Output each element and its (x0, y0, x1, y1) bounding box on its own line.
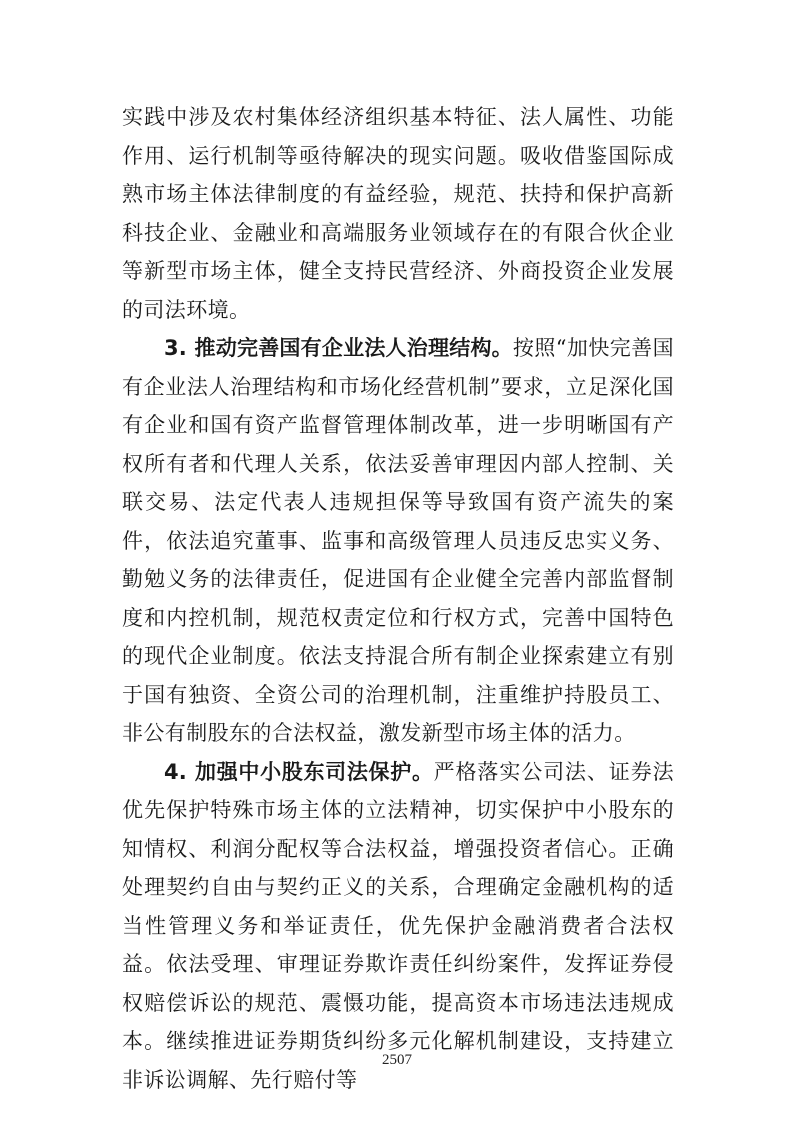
paragraph-text: 严格落实公司法、证券法优先保护特殊市场主体的立法精神，切实保护中小股东的知情权、利润分配权等合法权益，增强投资者信心。正确处理契约自由与契约正义的关系，合理确定金融机构的适当性管理义务和举证责任，优先保护金融消费者合法权益。依法受理、审理证券欺诈责任纠纷案件，发挥证券侵权赔偿诉讼的规范、震慑功能，提高资本市场违法违规成本。继续推进证券期货纠纷多元化解机制建设，支持建立非诉讼调解、先行赔付等 (122, 759, 674, 1092)
section-heading: 4. 加强中小股东司法保护。 (164, 759, 434, 784)
paragraph-continued (122, 98, 674, 329)
paragraph-section-4 (122, 753, 674, 1100)
document-body (122, 98, 674, 1099)
paragraph-text: 按照“加快完善国有企业法人治理结构和市场化经营机制”要求，立足深化国有企业和国有资产监督管理体制改革，进一步明晰国有产权所有者和代理人关系，依法妥善审理因内部人控制、关联交易、法定代表人违规担保等导致国有资产流失的案件，依法追究董事、监事和高级管理人员违反忠实义务、勤勉义务的法律责任，促进国有企业健全完善内部监督制度和内控机制，规范权责定位和行权方式，完善中国特色的现代企业制度。依法支持混合所有制企业探索建立有别于国有独资、全资公司的治理机制，注重维护持股员工、非公有制股东的合法权益，激发新型市场主体的活力。 (122, 336, 674, 745)
paragraph-section-3 (122, 329, 674, 753)
section-heading: 3. 推动完善国有企业法人治理结构。 (164, 336, 513, 360)
page-number: 2507 (382, 1052, 412, 1068)
paragraph-text: 实践中涉及农村集体经济组织基本特征、法人属性、功能作用、运行机制等亟待解决的现实问题。吸收借鉴国际成熟市场主体法律制度的有益经验，规范、扶持和保护高新科技企业、金融业和高端服务业领域存在的有限合伙企业等新型市场主体，健全支持民营经济、外商投资企业发展的司法环境。 (122, 105, 674, 322)
